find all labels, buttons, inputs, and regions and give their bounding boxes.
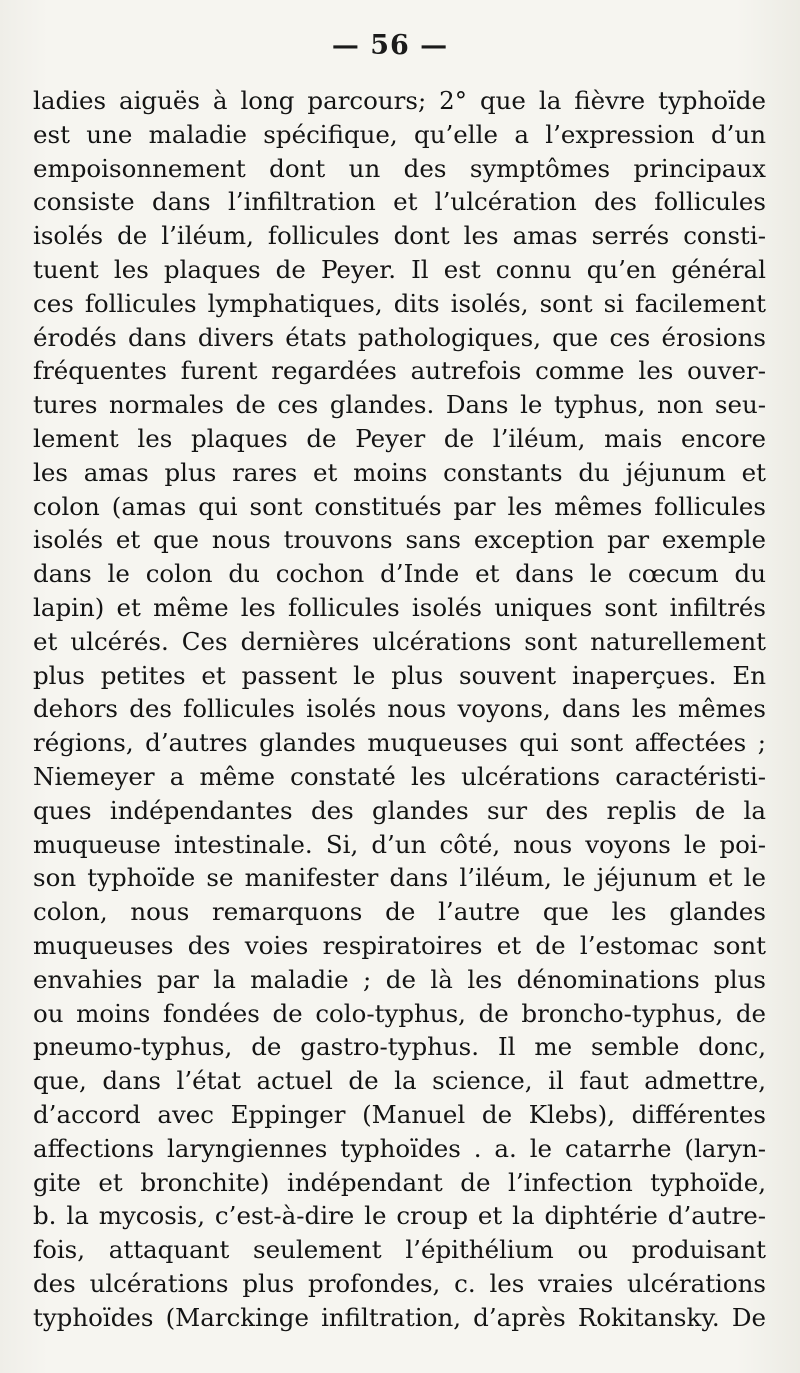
text-line: colon (amas qui sont constitués par les mêmes follicules bbox=[33, 491, 766, 521]
text-line: muqueuse intestinale. Si, d’un côté, nous voyons le poi- bbox=[33, 829, 766, 859]
text-line: consiste dans l’infiltration et l’ulcération des follicules bbox=[33, 187, 766, 217]
text-line: et ulcérés. Ces dernières ulcérations sont naturellement bbox=[33, 626, 766, 656]
text-line: que, dans l’état actuel de la science, il faut admettre, bbox=[33, 1066, 766, 1096]
body-text bbox=[33, 84, 766, 1334]
text-line: colon, nous remarquons de l’autre que les glandes bbox=[33, 897, 766, 927]
text-line: dehors des follicules isolés nous voyons, dans les mêmes bbox=[33, 694, 766, 724]
text-line: ou moins fondées de colo-typhus, de broncho-typhus, de bbox=[33, 998, 766, 1028]
text-line: des ulcérations plus profondes, c. les vraies ulcérations bbox=[33, 1268, 766, 1298]
text-line: ces follicules lymphatiques, dits isolés, sont si facilement bbox=[33, 288, 766, 318]
text-line: érodés dans divers états pathologiques, que ces érosions bbox=[33, 322, 766, 352]
text-line: plus petites et passent le plus souvent inaperçues. En bbox=[33, 660, 766, 690]
text-line: d’accord avec Eppinger (Manuel de Klebs), différentes bbox=[33, 1099, 766, 1129]
text-line: est une maladie spécifique, qu’elle a l’expression d’un bbox=[33, 119, 766, 149]
text-line: pneumo-typhus, de gastro-typhus. Il me semble donc, bbox=[33, 1032, 766, 1062]
text-line: les amas plus rares et moins constants du jéjunum et bbox=[33, 457, 766, 487]
text-line: lapin) et même les follicules isolés uniques sont infiltrés bbox=[33, 592, 766, 622]
text-line: envahies par la maladie ; de là les dénominations plus bbox=[33, 964, 766, 994]
text-line: tuent les plaques de Peyer. Il est connu qu’en général bbox=[33, 254, 766, 284]
text-line: son typhoïde se manifester dans l’iléum, le jéjunum et le bbox=[33, 863, 766, 893]
text-line: fréquentes furent regardées autrefois comme les ouver- bbox=[33, 356, 766, 386]
text-line: muqueuses des voies respiratoires et de l’estomac sont bbox=[33, 930, 766, 960]
text-line: affections laryngiennes typhoïdes . a. le catarrhe (laryn- bbox=[33, 1133, 766, 1163]
text-line: empoisonnement dont un des symptômes principaux bbox=[33, 153, 766, 183]
text-line: Niemeyer a même constaté les ulcérations caractéristi- bbox=[33, 761, 766, 791]
text-line: isolés de l’iléum, follicules dont les amas serrés consti- bbox=[33, 221, 766, 251]
text-line: ques indépendantes des glandes sur des replis de la bbox=[33, 795, 766, 825]
text-line: lement les plaques de Peyer de l’iléum, mais encore bbox=[33, 423, 766, 453]
text-line: b. la mycosis, c’est-à-dire le croup et la diphtérie d’autre- bbox=[33, 1201, 766, 1231]
text-line: régions, d’autres glandes muqueuses qui sont affectées ; bbox=[33, 728, 766, 758]
page-number: — 56 — bbox=[331, 30, 449, 61]
text-line: dans le colon du cochon d’Inde et dans le cœcum du bbox=[33, 559, 766, 589]
text-line: isolés et que nous trouvons sans exception par exemple bbox=[33, 525, 766, 555]
text-line: gite et bronchite) indépendant de l’infection typhoïde, bbox=[33, 1167, 766, 1197]
text-line: ladies aiguës à long parcours; 2° que la fièvre typhoïde bbox=[33, 86, 766, 115]
text-line: typhoïdes (Marckinge infiltration, d’après Rokitansky. De bbox=[33, 1302, 766, 1332]
text-line: fois, attaquant seulement l’épithélium ou produisant bbox=[33, 1235, 766, 1265]
text-line: tures normales de ces glandes. Dans le typhus, non seu- bbox=[33, 390, 766, 420]
